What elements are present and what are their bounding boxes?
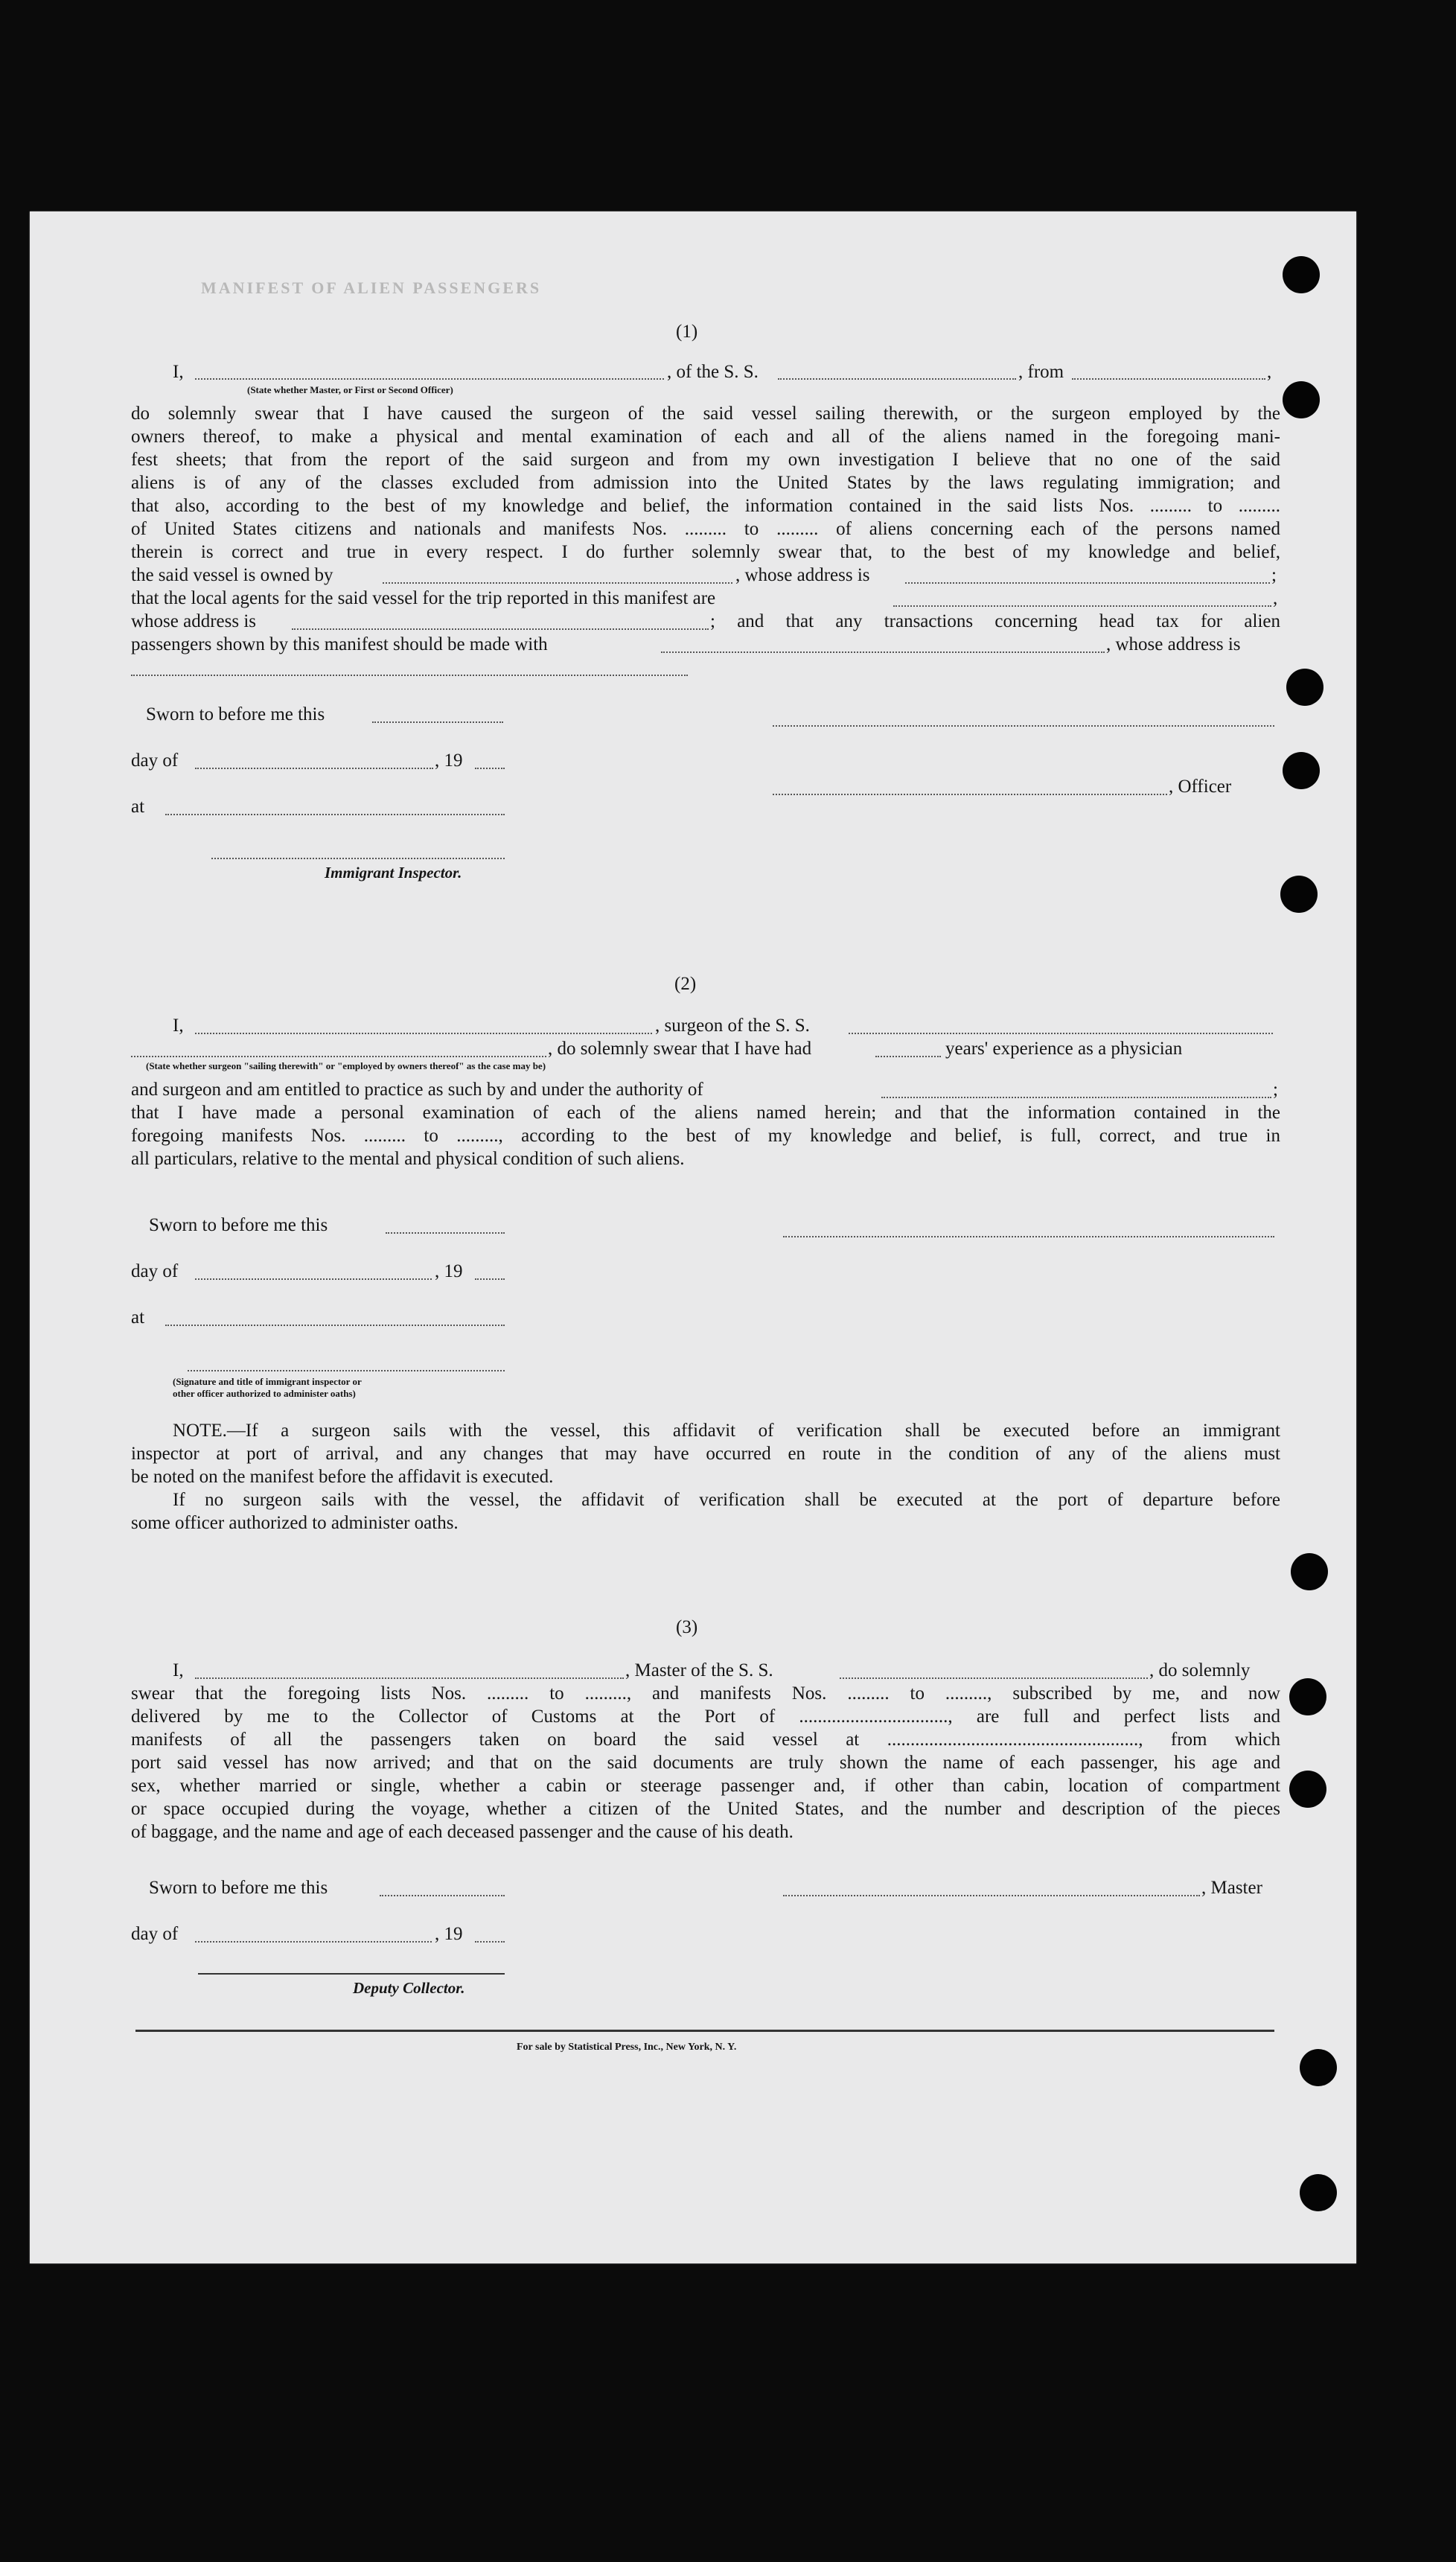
footer-rule [135,2030,1274,2032]
s3-collector-blank [198,1973,505,1975]
s2-semicolon: ; [1273,1080,1278,1100]
s1-passengers: passengers shown by this manifest should be made with [131,634,548,654]
punch-hole [1280,876,1318,913]
punch-hole [1289,1771,1326,1808]
s3-master: , Master [1201,1878,1262,1898]
s3-do-solemnly: , do solemnly [1149,1660,1251,1680]
s1-owned-by: the said vessel is owned by [131,565,333,585]
s3-last-line: of baggage, and the name and age of each deceased passenger and the cause of his death. [131,1822,794,1842]
punch-hole [1283,381,1320,418]
s2-sworn: Sworn to before me this [149,1215,328,1235]
s1-whose-address-2: whose address is [131,611,257,631]
s1-line: owners thereof, to make a physical and mental examination of each and all of the aliens named in the foregoing mani- [131,427,1280,447]
s1-day-of: day of [131,751,179,771]
s2-sig-caption-2: other officer authorized to administer oaths) [173,1388,356,1399]
s2-day-blank [195,1278,432,1280]
s2-surgeon-line: and surgeon and am entitled to practice as such by and under the authority of [131,1080,703,1100]
s2-line: foregoing manifests Nos. ......... to ........., according to the best of my knowledge and belief, is full, correct, and true in [131,1126,1280,1146]
s2-nineteen: , 19 [435,1261,463,1281]
s2-authority-blank [881,1097,1271,1098]
s3-sworn: Sworn to before me this [149,1878,328,1898]
s2-note-paragraph [131,1419,1280,1465]
s1-officer-blank [773,794,1167,795]
s2-sig-caption-1: (Signature and title of immigrant inspector or [173,1376,362,1387]
s3-nineteen: , 19 [435,1924,463,1944]
s1-line: fest sheets; that from the report of the said surgeon and from my own investigation I believe that no one of the said [131,450,1280,470]
footer-printer: For sale by Statistical Press, Inc., New York, N. Y. [517,2042,737,2053]
s1-whose-address-3: , whose address is [1106,634,1241,654]
s2-signature-blank [783,1236,1274,1237]
punch-hole [1300,2174,1337,2211]
s1-owner-address-blank [905,582,1270,584]
s2-line: that I have made a personal examination of each of the aliens named herein; and that the information contained in the [131,1103,1280,1123]
s3-master-name-blank [195,1677,624,1679]
punch-hole [1286,669,1324,706]
s1-nineteen: , 19 [435,751,463,771]
s1-line: therein is correct and true in every respect. I do further solemnly swear that, to the best of my knowledge and belief, [131,542,1280,562]
s3-line: delivered by me to the Collector of Customs at the Port of ................................, are full and perfect lists and [131,1707,1280,1727]
s2-year-blank [475,1278,505,1280]
s1-local-agents: that the local agents for the said vessel for the trip reported in this manifest are [131,588,716,608]
s2-surgeon-of: , surgeon of the S. S. [655,1016,810,1036]
bleed-through-heading: MANIFEST OF ALIEN PASSENGERS [201,278,542,297]
s3-line: manifests of all the passengers taken on board the said vessel at ......................................................, from which [131,1730,1280,1750]
s3-line: or space occupied during the voyage, whether a citizen of the United States, and the number and description of the pieces [131,1799,1280,1819]
form-page [30,211,1356,2263]
s3-deputy-caption: Deputy Collector. [353,1979,465,1997]
s1-inspector-blank [211,858,505,859]
s1-officer: , Officer [1169,777,1232,797]
s2-oath-paragraph [131,1101,1280,1147]
section-2-number: (2) [674,974,697,994]
s2-i: I, [173,1016,184,1036]
s1-owner-blank [383,582,732,584]
s1-from-blank [1072,378,1265,380]
s3-vessel-blank [840,1677,1148,1679]
s2-note-line: inspector at port of arrival, and any changes that may have occurred en route in the condition of any of the aliens must [131,1444,1280,1464]
s1-agents-address-blank [292,628,709,630]
section-1-number: (1) [676,322,698,342]
s1-i: I, [173,362,184,382]
s1-head-tax-address-blank [131,675,688,676]
s1-from: , from [1018,362,1064,382]
punch-hole [1289,1678,1326,1715]
s2-at: at [131,1307,145,1328]
s2-sworn-blank [386,1232,505,1234]
s2-note2: If no surgeon sails with the vessel, the affidavit of verification shall be executed at the port of departure before [173,1490,1280,1510]
s1-sworn: Sworn to before me this [146,704,325,724]
s1-day-blank [195,768,433,769]
s2-vessel-blank [849,1033,1273,1034]
s3-day-blank [195,1941,432,1943]
s3-day-of: day of [131,1924,179,1944]
s2-at-blank [165,1325,505,1326]
s1-sworn-blank [372,721,503,723]
s1-agents-blank [893,605,1271,607]
s2-note2-last: some officer authorized to administer oaths. [131,1513,459,1533]
s2-status-blank [131,1056,546,1057]
s3-oath-paragraph [131,1682,1280,1820]
s2-years-blank [875,1056,941,1057]
s3-year-blank [475,1941,505,1943]
s1-inspector-caption: Immigrant Inspector. [325,864,462,882]
s3-sworn-blank [380,1895,505,1896]
punch-hole [1291,1553,1328,1590]
s1-year-blank [475,768,505,769]
s3-line: swear that the foregoing lists Nos. ......... to ........., and manifests Nos. ......... to ........., subscribed by me, and now [131,1683,1280,1704]
s1-oath-paragraph [131,402,1280,564]
s2-note-last: be noted on the manifest before the affidavit is executed. [131,1467,554,1487]
s3-line: port said vessel has now arrived; and that on the said documents are truly shown the name of each passenger, his age and [131,1753,1280,1773]
s1-whose-address: , whose address is [735,565,870,585]
s1-of-ss: , of the S. S. [667,362,759,382]
s1-vessel-blank [778,378,1016,380]
section-3-number: (3) [676,1617,698,1637]
punch-hole [1283,752,1320,789]
s3-i: I, [173,1660,184,1680]
s2-surgeon-name-blank [195,1033,652,1034]
s3-master-signature-blank [783,1895,1200,1896]
s1-officer-name-blank [195,378,664,380]
s2-inspector-blank [188,1370,505,1371]
s1-signature-blank [773,725,1274,727]
punch-hole [1300,2049,1337,2086]
s2-years: years' experience as a physician [945,1039,1183,1059]
s2-day-of: day of [131,1261,179,1281]
punch-hole [1283,256,1320,293]
s1-line: of United States citizens and nationals and manifests Nos. ......... to ......... of aliens concerning each of the persons named [131,519,1280,539]
s1-head-tax-blank [661,651,1105,653]
s1-line: do solemnly swear that I have caused the surgeon of the said vessel sailing therewith, or the surgeon employed by the [131,404,1280,424]
s1-line: aliens is of any of the classes excluded from admission into the United States by the laws regulating immigration; and [131,473,1280,493]
s3-line: sex, whether married or single, whether a cabin or steerage passenger and, if other than cabin, location of compartment [131,1776,1280,1796]
s1-comma: , [1267,362,1272,382]
s1-line: that also, according to the best of my knowledge and belief, the information contained in the said lists Nos. ......... to ......... [131,496,1280,516]
s2-status-caption: (State whether surgeon "sailing therewith" or "employed by owners thereof" as the case may be) [146,1060,546,1071]
s1-at: at [131,797,145,817]
s1-at-blank [165,814,505,815]
s1-officer-caption: (State whether Master, or First or Second Officer) [247,384,453,395]
s1-semicolon: ; [1271,565,1277,585]
s2-last-line: all particulars, relative to the mental and physical condition of such aliens. [131,1149,685,1169]
s1-head-tax: ; and that any transactions concerning head tax for alien [710,611,1280,631]
s1-comma2: , [1273,588,1278,608]
s2-note-line: NOTE.—If a surgeon sails with the vessel, this affidavit of verification shall be executed before an immigrant [173,1421,1280,1441]
s2-do-solemnly: , do solemnly swear that I have had [548,1039,812,1059]
s3-master-of: , Master of the S. S. [625,1660,773,1680]
